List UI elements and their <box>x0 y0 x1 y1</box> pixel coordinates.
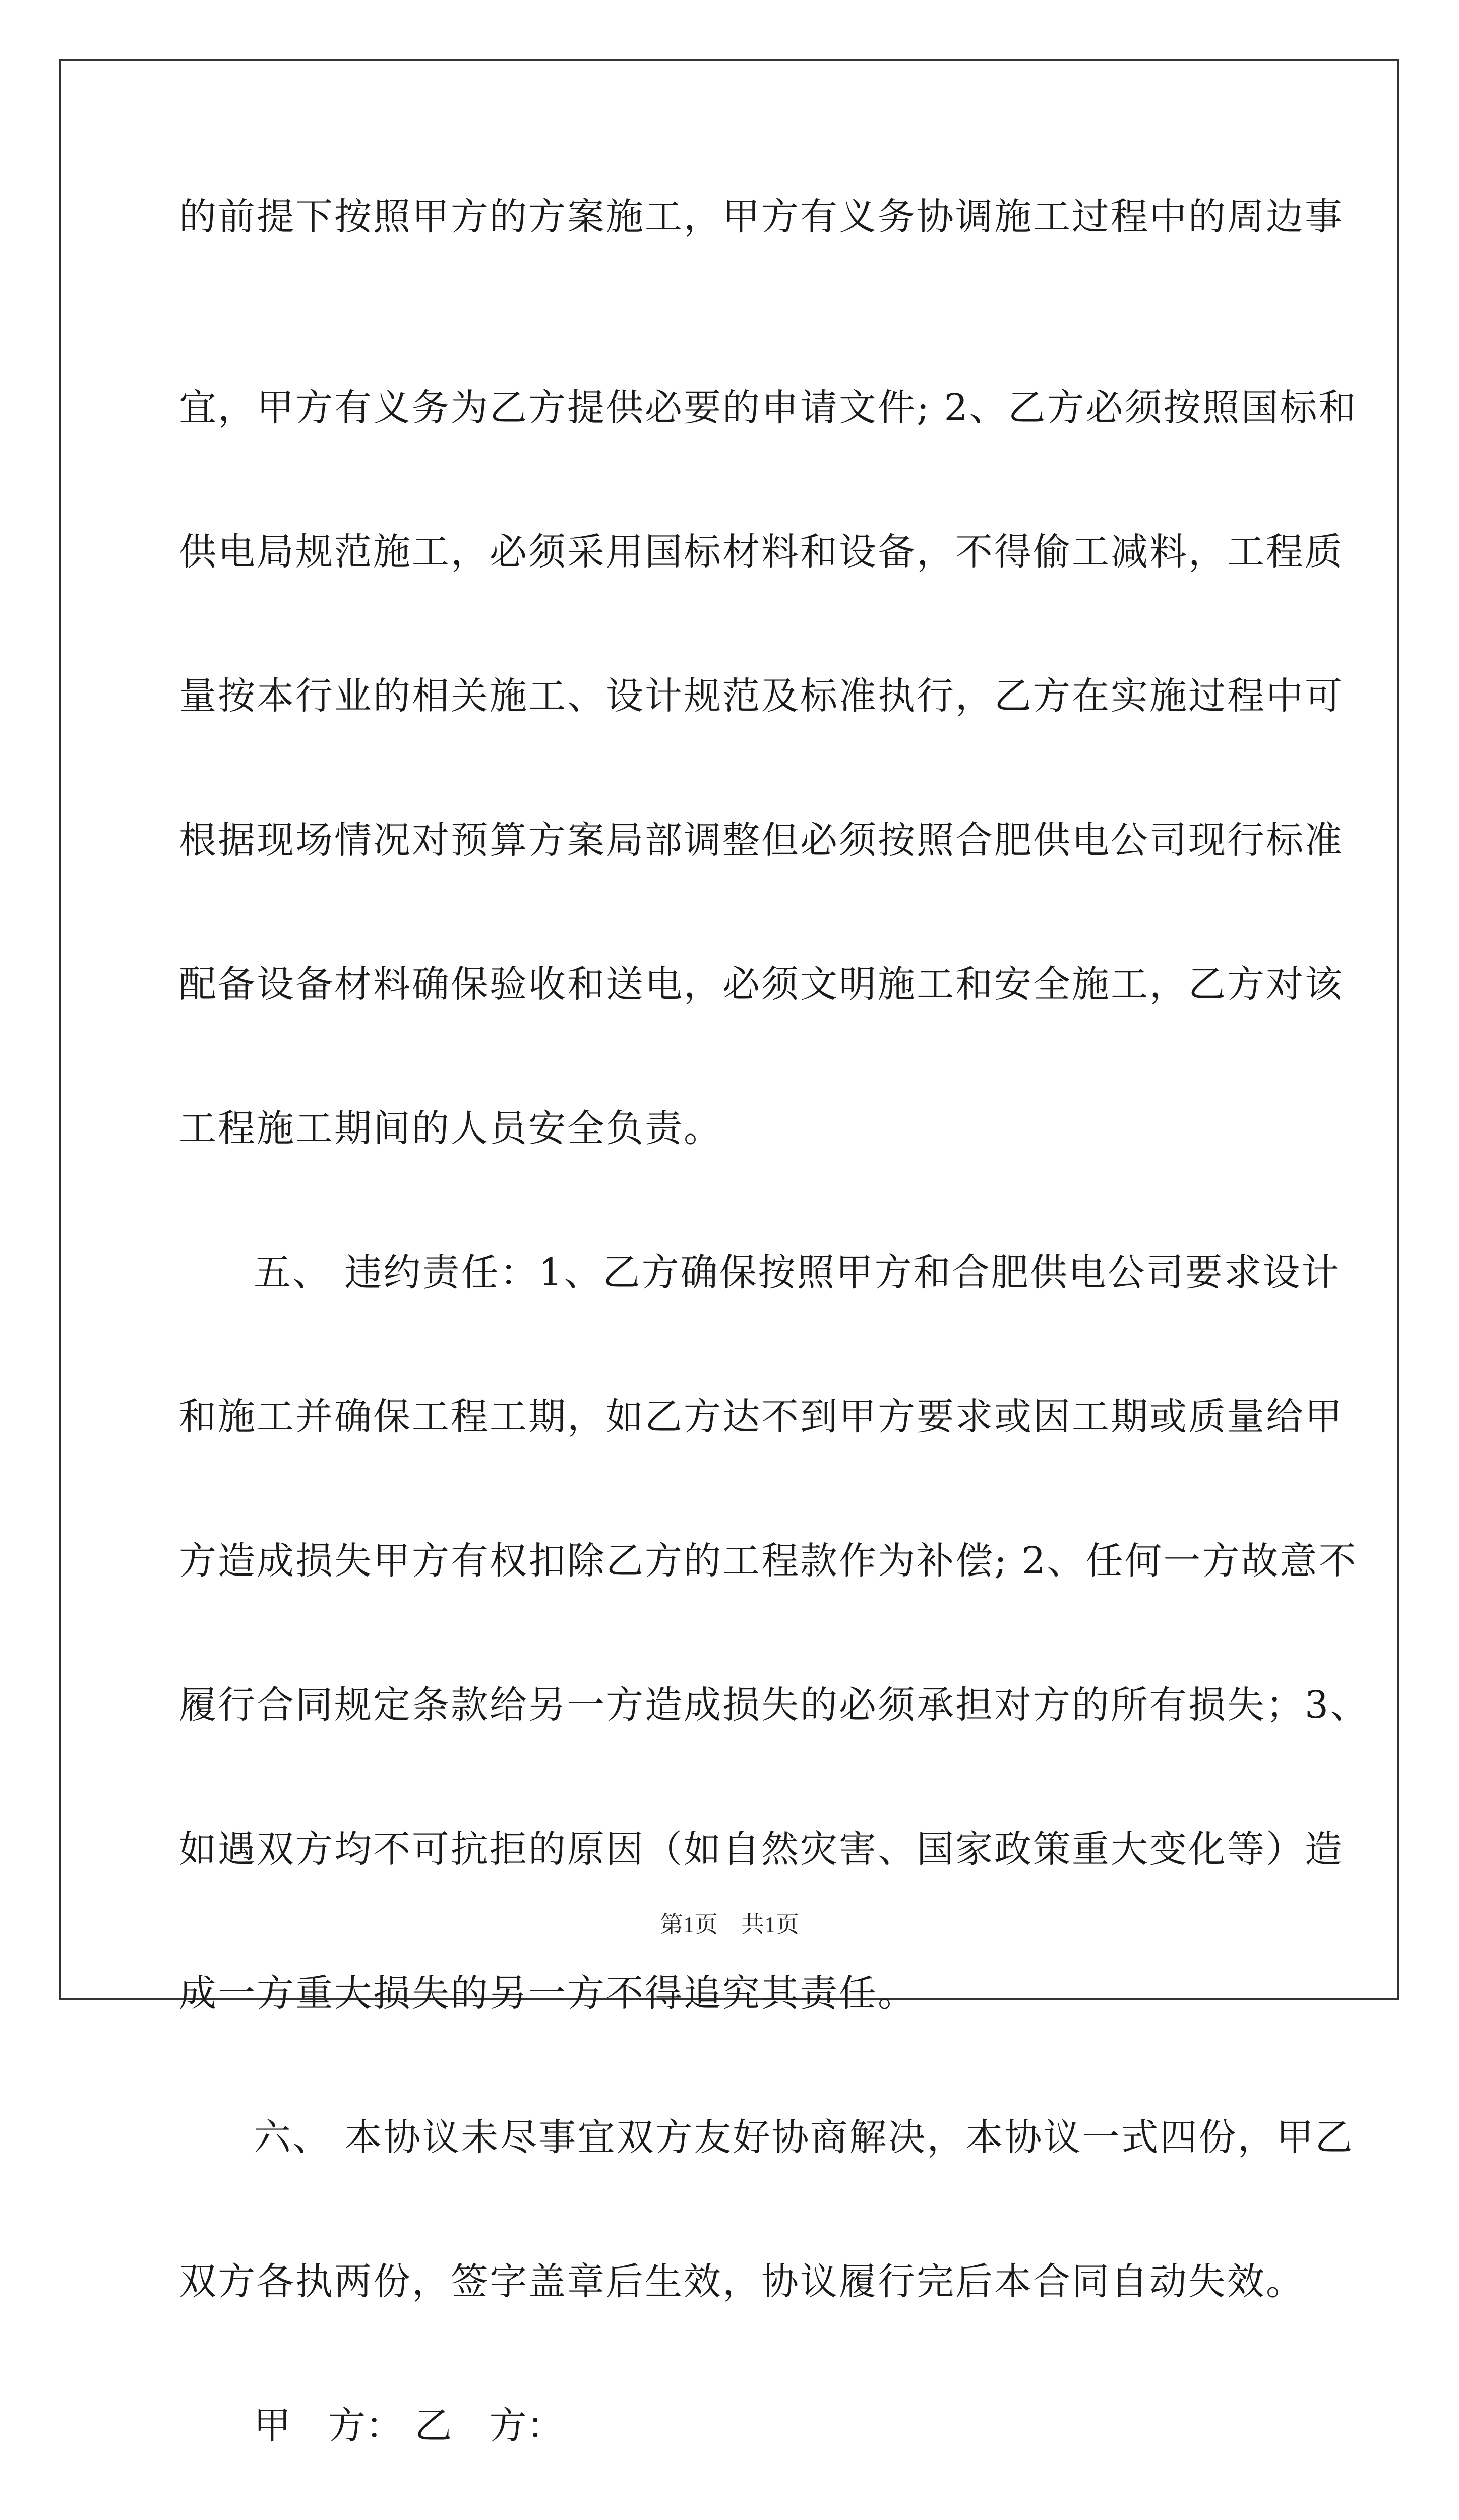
section-heading-breach: 五、 违约责任：1、乙方确保按照甲方和合肥供电公司要求设计 <box>254 1251 1341 1294</box>
text-line: 工程施工期间的人员安全负责。 <box>179 1107 722 1150</box>
document-body <box>179 192 1369 2520</box>
text-line: 宜，甲方有义务为乙方提供必要的申请文件; 2、乙方必须按照国标和 <box>179 386 1358 429</box>
text-line: 的前提下按照甲方的方案施工，甲方有义务协调施工过程中的周边事 <box>179 195 1344 238</box>
party-a-label: 甲 方： <box>254 2404 403 2447</box>
text-line: 如遇双方均不可抗拒的原因（如自然灾害、国家政策重大变化等）造 <box>179 1828 1344 1871</box>
section-heading-misc: 六、 本协议未尽事宜双方友好协商解决，本协议一式四份，甲乙 <box>254 2116 1354 2159</box>
sign-a-label <box>254 2498 403 2520</box>
text-line: 方造成损失甲方有权扣除乙方的工程款作为补偿; 2、任何一方故意不 <box>179 1539 1358 1583</box>
text-line: 履行合同规定条款给另一方造成损失的必须承担对方的所有损失；3、 <box>179 1683 1369 1727</box>
text-line: 配备设备材料确保验收和送电，必须文明施工和安全施工，乙方对该 <box>179 963 1344 1006</box>
text-line: 成一方重大损失的另一方不得追究其责任。 <box>179 1972 917 2015</box>
text-line: 双方各执两份，签字盖章后生效，协议履行完后本合同自动失效。 <box>179 2260 1305 2303</box>
text-line: 根据现场情况对预算方案局部调整但必须按照合肥供电公司现行标准 <box>179 818 1344 862</box>
text-line: 量按本行业的相关施工、设计规范及标准执行，乙方在实施过程中可 <box>179 674 1344 718</box>
sign-b-label <box>415 2498 564 2520</box>
page-number: 第1页 共1页 <box>660 1912 799 1937</box>
signature-row <box>179 2498 1288 2520</box>
party-row <box>179 2354 1288 2498</box>
text-line: 和施工并确保工程工期，如乙方达不到甲方要求或因工期或质量给甲 <box>179 1395 1344 1438</box>
party-b-label: 乙 方： <box>414 2404 564 2447</box>
text-line: 供电局规范施工，必须采用国标材料和设备，不得偷工减料，工程质 <box>179 530 1344 574</box>
